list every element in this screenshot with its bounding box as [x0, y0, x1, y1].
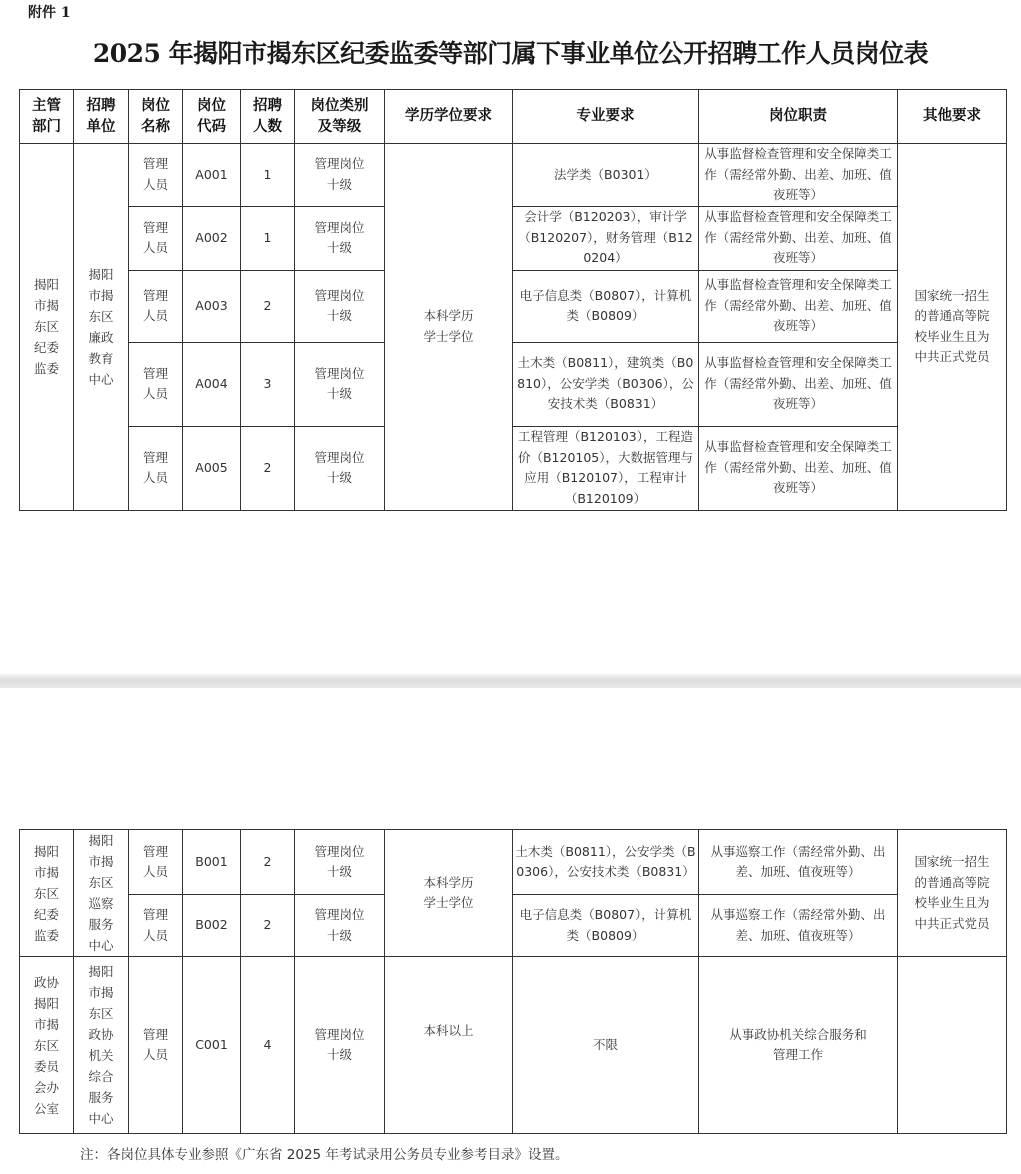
other-requirements-cell: 国家统一招生 的普通高等院 校毕业生且为 中共正式党员 [898, 830, 1007, 957]
count-cell: 1 [241, 144, 295, 207]
category-cell: 管理岗位 十级 [295, 144, 385, 207]
category-cell: 管理岗位 十级 [295, 895, 385, 957]
position-code-cell: B002 [183, 895, 241, 957]
table-row [20, 144, 1007, 207]
count-cell: 1 [241, 206, 295, 270]
header-unit: 招聘 单位 [74, 90, 129, 144]
position-code-cell: A001 [183, 144, 241, 207]
duties-cell: 从事监督检查管理和安全保障类工作（需经常外勤、出差、加班、值夜班等） [699, 342, 898, 426]
education-cell: 本科学历 学士学位 [385, 144, 513, 511]
position-name-cell: 管理 人员 [129, 206, 183, 270]
major-cell: 电子信息类（B0807），计算机类（B0809） [513, 270, 699, 342]
table-row [20, 830, 1007, 895]
header-row [20, 90, 1007, 144]
header-dept: 主管 部门 [20, 90, 74, 144]
other-requirements-cell: 国家统一招生 的普通高等院 校毕业生且为 中共正式党员 [898, 144, 1007, 511]
header-major: 专业要求 [513, 90, 699, 144]
footnote: 注：各岗位具体专业参照《广东省 2025 年考试录用公务员专业参考目录》设置。 [80, 1147, 569, 1163]
category-cell: 管理岗位 十级 [295, 957, 385, 1134]
position-name-cell: 管理 人员 [129, 342, 183, 426]
category-cell: 管理岗位 十级 [295, 206, 385, 270]
table-row [20, 206, 1007, 270]
position-name-cell: 管理 人员 [129, 830, 183, 895]
duties-cell: 从事政协机关综合服务和 管理工作 [699, 957, 898, 1134]
duties-cell: 从事巡察工作（需经常外勤、出差、加班、值夜班等） [699, 895, 898, 957]
major-cell: 会计学（B120203），审计学（B120207），财务管理（B120204） [513, 206, 699, 270]
position-code-cell: B001 [183, 830, 241, 895]
header-position-code: 岗位 代码 [183, 90, 241, 144]
position-name-cell: 管理 人员 [129, 270, 183, 342]
header-other: 其他要求 [898, 90, 1007, 144]
dept-cell: 政协 揭阳 市揭 东区 委员 会办 公室 [20, 957, 74, 1134]
position-name-cell: 管理 人员 [129, 895, 183, 957]
header-count: 招聘 人数 [241, 90, 295, 144]
duties-cell: 从事监督检查管理和安全保障类工作（需经常外勤、出差、加班、值夜班等） [699, 270, 898, 342]
count-cell: 2 [241, 426, 295, 510]
table-row [20, 342, 1007, 426]
position-code-cell: A003 [183, 270, 241, 342]
position-code-cell: A002 [183, 206, 241, 270]
table-row [20, 270, 1007, 342]
position-code-cell: A005 [183, 426, 241, 510]
header-duties: 岗位职责 [699, 90, 898, 144]
position-name-cell: 管理 人员 [129, 957, 183, 1134]
count-cell: 2 [241, 270, 295, 342]
major-cell: 土木类（B0811），公安学类（B0306），公安技术类（B0831） [513, 830, 699, 895]
major-cell: 电子信息类（B0807），计算机类（B0809） [513, 895, 699, 957]
count-cell: 2 [241, 830, 295, 895]
header-position-name: 岗位 名称 [129, 90, 183, 144]
duties-cell: 从事巡察工作（需经常外勤、出差、加班、值夜班等） [699, 830, 898, 895]
major-cell: 土木类（B0811），建筑类（B0810），公安学类（B0306），公安技术类（B0831） [513, 342, 699, 426]
page-title: 2025 年揭阳市揭东区纪委监委等部门属下事业单位公开招聘工作人员岗位表 [92, 39, 929, 68]
header-category: 岗位类别 及等级 [295, 90, 385, 144]
table-row [20, 426, 1007, 510]
dept-cell: 揭阳 市揭 东区 纪委 监委 [20, 144, 74, 511]
major-cell: 工程管理（B120103），工程造价（B120105），大数据管理与应用（B120107），工程审计（B120109） [513, 426, 699, 510]
category-cell: 管理岗位 十级 [295, 426, 385, 510]
education-cell: 本科学历 学士学位 [385, 830, 513, 957]
positions-table-1 [19, 89, 1007, 511]
duties-cell: 从事监督检查管理和安全保障类工作（需经常外勤、出差、加班、值夜班等） [699, 206, 898, 270]
category-cell: 管理岗位 十级 [295, 270, 385, 342]
other-requirements-cell [898, 957, 1007, 1134]
unit-cell: 揭阳 市揭 东区 政协 机关 综合 服务 中心 [74, 957, 129, 1134]
count-cell: 4 [241, 957, 295, 1134]
page-break-divider [0, 674, 1021, 688]
duties-cell: 从事监督检查管理和安全保障类工作（需经常外勤、出差、加班、值夜班等） [699, 144, 898, 207]
unit-cell: 揭阳 市揭 东区 廉政 教育 中心 [74, 144, 129, 511]
table-row [20, 957, 1007, 1134]
duties-cell: 从事监督检查管理和安全保障类工作（需经常外勤、出差、加班、值夜班等） [699, 426, 898, 510]
count-cell: 3 [241, 342, 295, 426]
position-name-cell: 管理 人员 [129, 426, 183, 510]
unit-cell: 揭阳 市揭 东区 巡察 服务 中心 [74, 830, 129, 957]
major-cell: 法学类（B0301） [513, 144, 699, 207]
attachment-label: 附件 1 [28, 5, 71, 21]
category-cell: 管理岗位 十级 [295, 830, 385, 895]
education-cell: 本科以上 [385, 957, 513, 1134]
position-code-cell: C001 [183, 957, 241, 1134]
positions-table-2 [19, 829, 1007, 1134]
table-row [20, 895, 1007, 957]
position-name-cell: 管理 人员 [129, 144, 183, 207]
header-education: 学历学位要求 [385, 90, 513, 144]
count-cell: 2 [241, 895, 295, 957]
position-code-cell: A004 [183, 342, 241, 426]
major-cell: 不限 [513, 957, 699, 1134]
category-cell: 管理岗位 十级 [295, 342, 385, 426]
dept-cell: 揭阳 市揭 东区 纪委 监委 [20, 830, 74, 957]
